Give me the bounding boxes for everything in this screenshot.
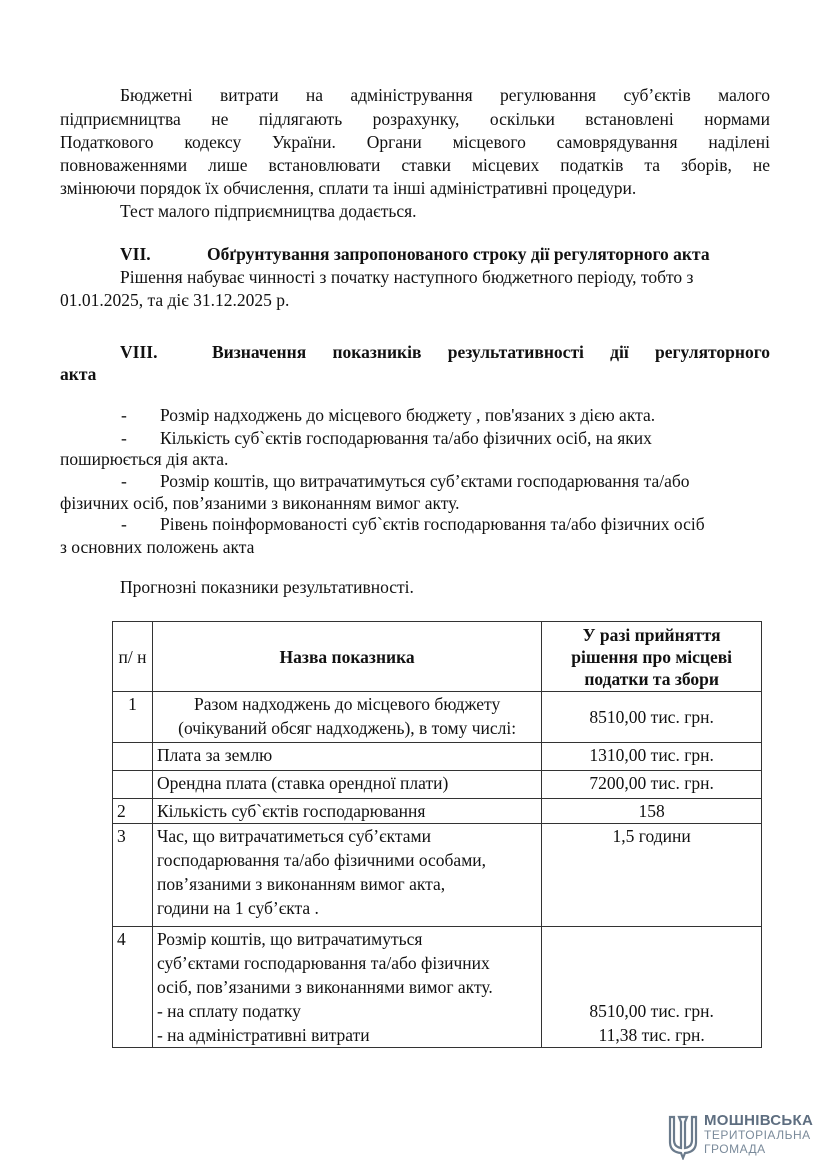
table-row	[113, 771, 762, 799]
paragraph-2: Тест малого підприємництва додається.	[120, 201, 417, 221]
row-value	[542, 927, 762, 1048]
table-row	[113, 799, 762, 824]
row-value: 8510,00 тис. грн.	[542, 692, 762, 743]
row-name-line: господарювання та/або фізичними особами,	[156, 850, 487, 870]
paragraph-1-line-4: повноваженнями лише встановлювати ставки місцевих податків та зборів, не	[60, 155, 770, 175]
row-value: 1310,00 тис. грн.	[542, 743, 762, 771]
row-num: 2	[113, 799, 153, 824]
bullet-dash: -	[121, 405, 127, 425]
row-name	[152, 692, 541, 743]
row-num	[113, 743, 153, 771]
section-8-title-line-2: акта	[60, 364, 97, 384]
paragraph-1-line-1: Бюджетні витрати на адміністрування регулювання суб’єктів малого	[120, 85, 770, 105]
paragraph-1-line-5: змінюючи порядок їх обчислення, сплати та інші адміністративні процедури.	[60, 178, 637, 198]
header-value	[542, 622, 762, 692]
row-name: Кількість суб`єктів господарювання	[152, 799, 541, 824]
row-name: Орендна плата (ставка орендної плати)	[152, 771, 541, 799]
bullet-dash: -	[121, 471, 127, 491]
row-name-line: - на сплату податку	[156, 1001, 301, 1021]
section-8-title-line-1: Визначення показників результативності дії регуляторного	[212, 342, 770, 362]
row-num: 4	[113, 927, 153, 1048]
row-name-line: (очікуваний обсяг надходжень), в тому числі:	[178, 718, 517, 738]
row-name-line: - на адміністративні витрати	[156, 1025, 370, 1045]
section-7-number: VII.	[120, 244, 151, 264]
row-name	[152, 927, 541, 1048]
logo-line-3: ГРОМАДА	[704, 1142, 766, 1156]
indicators-table	[112, 621, 762, 1048]
paragraph-1-line-3: Податкового кодексу України. Органи місцевого самоврядування наділені	[60, 132, 770, 152]
bullet-dash: -	[121, 514, 127, 534]
row-value: 7200,00 тис. грн.	[542, 771, 762, 799]
logo-line-2: ТЕРИТОРІАЛЬНА	[704, 1128, 811, 1142]
row-name: Плата за землю	[152, 743, 541, 771]
header-value-line-3: податки та збори	[584, 668, 719, 689]
row-name	[152, 824, 541, 927]
table-row	[113, 824, 762, 927]
row-value-line: 11,38 тис. грн.	[598, 1025, 705, 1045]
section-8-number: VIII.	[120, 342, 158, 362]
header-value-line-2: рішення про місцеві	[571, 646, 733, 667]
section-7-title: Обґрунтування запропонованого строку дії регуляторного акта	[207, 244, 710, 264]
section-7-line-1: Рішення набуває чинності з початку наступного бюджетного періоду, тобто з	[120, 267, 694, 287]
row-value: 158	[542, 799, 762, 824]
row-num: 3	[113, 824, 153, 927]
row-name-line: осіб, пов’язаними з виконаннями вимог акту.	[156, 977, 493, 997]
bullet-2-line-1: Кількість суб`єктів господарювання та/або фізичних осіб, на яких	[160, 428, 652, 448]
row-value-line: 8510,00 тис. грн.	[589, 1001, 714, 1021]
header-value-line-1: У разі прийняття	[582, 624, 721, 645]
row-name-line: Час, що витрачатиметься суб’єктами	[156, 826, 431, 846]
table-row	[113, 692, 762, 743]
row-name-line: суб’єктами господарювання та/або фізичних	[156, 953, 490, 973]
logo-line-1: МОШНІВСЬКА	[704, 1112, 814, 1129]
bullet-3-line-1: Розмір коштів, що витрачатимуться суб’єктами господарювання та/або	[160, 471, 690, 491]
trident-icon	[668, 1114, 698, 1160]
header-name: Назва показника	[152, 622, 541, 692]
bullet-2-line-2: поширюється дія акта.	[60, 449, 229, 469]
table-header-row	[113, 622, 762, 692]
row-name-line: пов’язаними з виконанням вимог акта,	[156, 874, 446, 894]
row-name-line: години на 1 суб’єкта .	[156, 898, 319, 918]
row-value: 1,5 години	[542, 824, 762, 927]
paragraph-1-line-2: підприємництва не підлягають розрахунку, оскільки встановлені нормами	[60, 109, 770, 129]
community-logo	[668, 1112, 814, 1160]
row-num: 1	[113, 692, 153, 743]
logo-text	[704, 1114, 813, 1156]
row-name-line: Розмір коштів, що витрачатимуться	[156, 929, 423, 949]
section-7-line-2: 01.01.2025, та діє 31.12.2025 р.	[60, 290, 290, 310]
row-name-line: Разом надходжень до місцевого бюджету	[194, 694, 501, 714]
bullet-dash: -	[121, 428, 127, 448]
bullet-1-line-1: Розмір надходжень до місцевого бюджету , пов'язаних з дією акта.	[160, 405, 656, 425]
forecast-label: Прогнозні показники результативності.	[120, 577, 414, 597]
bullet-4-line-2: з основних положень акта	[60, 537, 255, 557]
table-row	[113, 743, 762, 771]
row-num	[113, 771, 153, 799]
bullet-3-line-2: фізичних осіб, пов’язаними з виконанням вимог акту.	[60, 493, 460, 513]
bullet-4-line-1: Рівень поінформованості суб`єктів господарювання та/або фізичних осіб	[160, 514, 705, 534]
header-num: п/ н	[113, 622, 153, 692]
table-row	[113, 927, 762, 1048]
